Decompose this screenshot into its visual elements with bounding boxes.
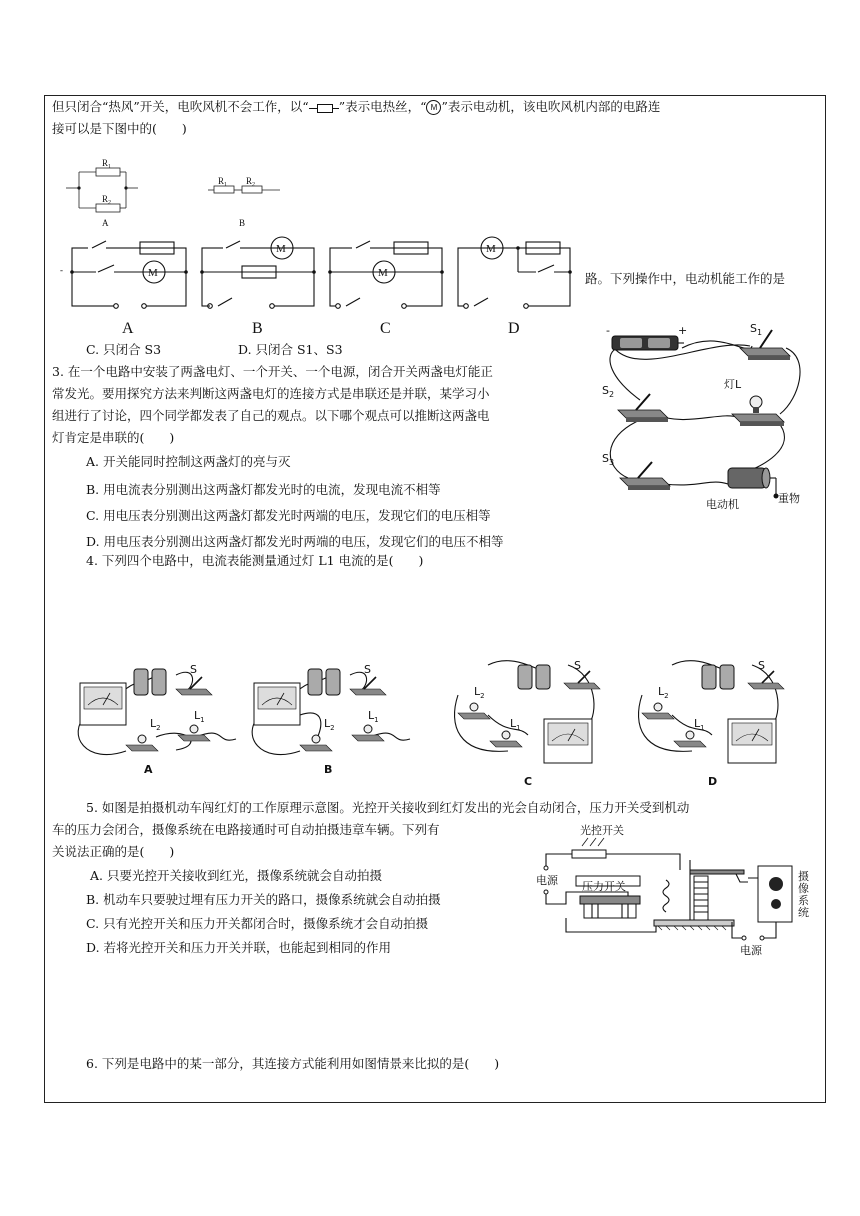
battery-minus: -	[606, 324, 610, 337]
q2-line1-c: ”表示电动机，该电吹风机内部的电路连	[441, 99, 661, 114]
q4-stem: 4. 下列四个电路中，电流表能测量通过灯 L1 电流的是( )	[86, 553, 424, 568]
q4-circuit-c	[455, 659, 600, 788]
q5-stem-3: 关说法正确的是( )	[52, 844, 175, 859]
q4-label-d: D	[708, 775, 718, 788]
q5-option-d: D. 若将光控开关和压力开关并联，也能起到相同的作用	[86, 940, 392, 955]
series-resistors-figure	[208, 176, 280, 193]
q3-stem-2: 常发光。要用探究方法来判断这两盏电灯的连接方式是串联还是并联，某学习小	[52, 386, 490, 401]
circuit-label-a: A	[122, 320, 134, 337]
q2-line1-b: ”表示电热丝，“	[338, 99, 427, 114]
battery-icon	[606, 324, 687, 350]
q4b-l1: $L_1$	[368, 709, 379, 724]
battery-plus: +	[678, 324, 688, 337]
motor-c-icon: M	[378, 267, 388, 279]
q6-stem: 6. 下列是电路中的某一部分，其连接方式能利用如图情景来比拟的是( )	[86, 1056, 500, 1071]
circuit-label-c: C	[380, 320, 391, 337]
r2-label: $R_2$	[102, 194, 112, 206]
q4b-s: S	[364, 663, 371, 676]
s1-label: $S_1$	[750, 322, 763, 337]
q4a-l1: $L_1$	[194, 709, 205, 724]
series-r2-label: $R_2$	[246, 176, 256, 188]
circuit-b	[200, 237, 316, 308]
q2-line2: 接可以是下图中的( )	[52, 121, 187, 136]
q3-circuit-figure	[600, 318, 822, 514]
q3-stem-3: 组进行了讨论，四个同学都发表了自己的观点。以下哪个观点可以推断这两盏电	[52, 408, 490, 423]
q4d-l2: $L_2$	[658, 685, 669, 700]
q2-option-d: D. 只闭合 S1、S3	[238, 342, 343, 357]
q5-option-c: C. 只有光控开关和压力开关都闭合时，摄像系统才会自动拍摄	[86, 916, 429, 931]
q3-stem-1: 3. 在一个电路中安装了两盏电灯、一个开关、一个电源，闭合开关两盏电灯能正	[52, 364, 493, 379]
q3-option-c: C. 用电压表分别测出这两盏灯都发光时两端的电压，发现它们的电压相等	[86, 508, 491, 523]
q4-circuit-d	[639, 659, 784, 788]
q5-stem-2: 车的压力会闭合，摄像系统在电路接通时可自动拍摄违章车辆。下列有	[52, 822, 440, 837]
q5-camera-circuit	[536, 820, 816, 958]
q4d-l1: $L_1$	[694, 717, 705, 732]
circuit-c	[328, 241, 444, 308]
parallel-resistors-figure	[66, 158, 138, 212]
heating-wire-icon	[309, 103, 339, 113]
q4-label-b: B	[324, 763, 333, 776]
q2-line1	[52, 99, 660, 115]
circuit-label-b: B	[252, 320, 263, 337]
pressure-switch-label: 压力开关	[582, 880, 626, 893]
q5-option-a: A. 只要光控开关接收到红光，摄像系统就会自动拍摄	[90, 868, 382, 883]
fig-label-a-small: A	[102, 218, 109, 228]
motor-icon: M	[426, 100, 441, 115]
q4c-l1: $L_1$	[510, 717, 521, 732]
motor-weight-icon	[706, 468, 800, 511]
q4-circuit-b	[252, 663, 410, 776]
q4-label-c: C	[524, 775, 533, 788]
q4a-s: S	[190, 663, 197, 676]
q4-circuit-a	[78, 663, 236, 776]
overlap-tail-text: 路。下列操作中，电动机能工作的是	[585, 271, 786, 286]
q3-stem-4: 灯肯定是串联的( )	[52, 430, 175, 445]
q2-option-c: C. 只闭合 S3	[86, 342, 162, 357]
q3-option-b: B. 用电流表分别测出这两盏灯都发光时的电流，发现电流不相等	[86, 482, 441, 497]
source2-label: 电源	[740, 944, 762, 957]
q4c-s: S	[574, 659, 581, 672]
weight-label: 重物	[778, 492, 800, 505]
camera-label-2: 像	[798, 882, 809, 895]
camera-label-1: 摄	[798, 870, 809, 883]
motor-a-icon: M	[148, 267, 158, 279]
circuit-d	[458, 237, 572, 308]
circuit-label-d: D	[508, 320, 520, 337]
light-switch-label: 光控开关	[580, 824, 624, 837]
lamp-label: 灯L	[724, 378, 742, 391]
s3-label: $S_3$	[602, 452, 615, 467]
q5-option-b: B. 机动车只要驶过埋有压力开关的路口，摄像系统就会自动拍摄	[86, 892, 441, 907]
q5-stem-1: 5. 如图是拍摄机动车闯红灯的工作原理示意图。光控开关接收到红灯发出的光会自动闭合，压力开关受到机动	[86, 800, 690, 815]
motor-b-icon: M	[276, 243, 286, 255]
circuit-a	[70, 241, 188, 308]
q4b-l2: $L_2$	[324, 717, 335, 732]
minus-mark: -	[60, 265, 63, 275]
lamp-l-icon	[724, 377, 784, 426]
q4d-s: S	[758, 659, 765, 672]
resistor-figures	[66, 158, 296, 228]
motor-label: 电动机	[706, 498, 739, 511]
q2-line1-a: 但只闭合“热风”开关，电吹风机不会工作，以“	[52, 99, 309, 114]
q4-label-a: A	[144, 763, 153, 776]
q3-option-d: D. 用电压表分别测出这两盏灯都发光时两端的电压，发现它们的电压不相等	[86, 534, 504, 549]
hair-dryer-circuits	[58, 238, 588, 338]
s2-label: $S_2$	[602, 384, 615, 399]
switch-s2-icon	[602, 384, 668, 422]
switch-s3-icon	[602, 452, 670, 490]
series-r1-label: $R_1$	[218, 176, 228, 188]
q4-circuits	[66, 655, 806, 790]
source1-label: 电源	[536, 874, 558, 887]
fig-label-b-small: B	[239, 218, 246, 228]
motor-d-icon: M	[486, 243, 496, 255]
camera-label-4: 统	[798, 906, 809, 919]
q4a-l2: $L_2$	[150, 717, 161, 732]
q3-option-a: A. 开关能同时控制这两盏灯的亮与灭	[86, 454, 291, 469]
switch-s1-icon	[740, 322, 790, 360]
camera-label-3: 系	[798, 894, 809, 907]
q4c-l2: $L_2$	[474, 685, 485, 700]
r1-label: $R_1$	[102, 158, 112, 170]
